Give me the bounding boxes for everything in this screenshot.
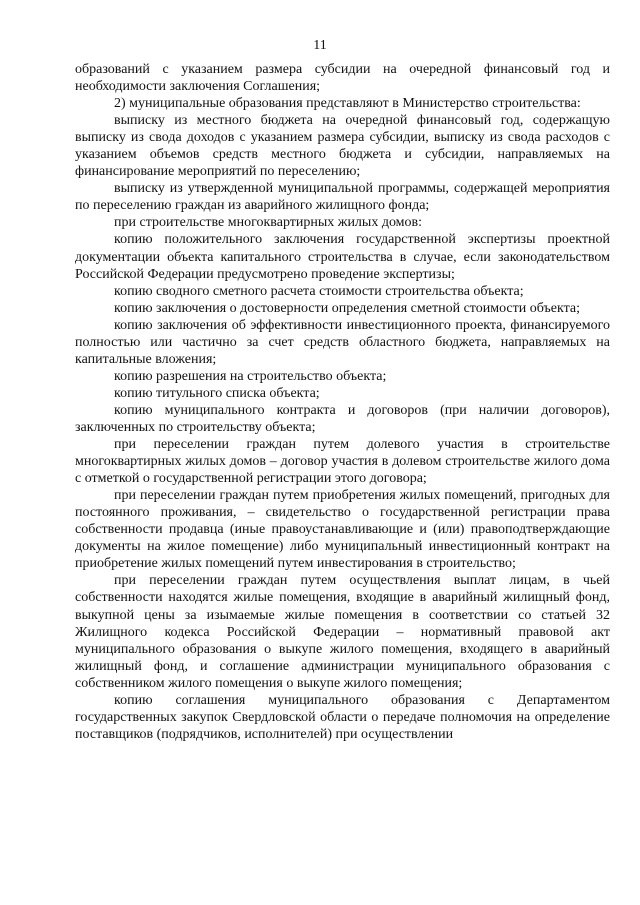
paragraph-shared-construction: при переселении граждан путем долевого участия в строительстве многоквартирных жилых домов – договор участия в долевом строительстве жилого дома с отметкой о государственной регистрации этого договора; bbox=[75, 437, 610, 487]
paragraph-estimate: копию сводного сметного расчета стоимости строительства объекта; bbox=[114, 283, 524, 299]
paragraph-title-list: копию титульного списка объекта; bbox=[114, 385, 320, 401]
paragraph-cost-reliability: копию заключения о достоверности определения сметной стоимости объекта; bbox=[114, 300, 580, 316]
paragraph-efficiency: копию заключения об эффективности инвестиционного проекта, финансируемого полностью или частично за счет средств областного бюджета, направляемых на капитальные вложения; bbox=[75, 317, 610, 367]
paragraph-expertise: копию положительного заключения государственной экспертизы проектной документации объекта капитального строительства в случае, если законодательством Российской Федерации предусмотрено проведение экспертизы; bbox=[75, 232, 610, 282]
page-number: 11 bbox=[313, 38, 327, 53]
paragraph-continuation: образований с указанием размера субсидии на очередной финансовый год и необходимости заключения Соглашения; bbox=[75, 62, 610, 95]
paragraph-program-extract: выписку из утвержденной муниципальной программы, содержащей мероприятия по переселению граждан из аварийного жилищного фонда; bbox=[75, 181, 610, 214]
paragraph-agreement: копию соглашения муниципального образования с Департаментом государственных закупок Свердловской области о передаче полномочия на определение поставщиков (подрядчиков, исполнителей) при осуществлении bbox=[75, 692, 610, 742]
paragraph-budget-extract: выписку из местного бюджета на очередной финансовый год, содержащую выписку из свода доходов с указанием размера субсидии, выписку из свода расходов с указанием объемов средств местного бюджета и субсидии, направляемых на финансирование мероприятий по переселению; bbox=[75, 113, 610, 180]
paragraph-contract: копию муниципального контракта и договоров (при наличии договоров), заключенных по строительству объекта; bbox=[75, 402, 610, 435]
paragraph-permit: копию разрешения на строительство объекта; bbox=[114, 368, 387, 384]
paragraph-purchase: при переселении граждан путем приобретения жилых помещений, пригодных для постоянного проживания, – свидетельство о государственной регистрации права собственности продавца (иные правоустанавливающие и (или) правоподтверждающие документы на жилое помещение) либо муниципальный инвестиционный контракт на приобретение жилых помещений путем инвестирования в строительство; bbox=[75, 488, 610, 572]
body-text bbox=[75, 61, 610, 743]
paragraph-construction-heading: при строительстве многоквартирных жилых домов: bbox=[114, 215, 423, 231]
paragraph-payments: при переселении граждан путем осуществления выплат лицам, в чьей собственности находятся жилые помещения, входящие в аварийный жилищный фонд, выкупной цены за изымаемые жилые помещения в соответствии со статьей 32 Жилищного кодекса Российской Федерации – нормативный правовой акт муниципального образования о выкупе жилого помещения, входящего в аварийный жилищный фонд, и соглашение администрации муниципального образования с собственником жилого помещения о выкупе жилого помещения; bbox=[75, 573, 610, 691]
paragraph-item-2: 2) муниципальные образования представляют в Министерство строительства: bbox=[114, 96, 581, 112]
